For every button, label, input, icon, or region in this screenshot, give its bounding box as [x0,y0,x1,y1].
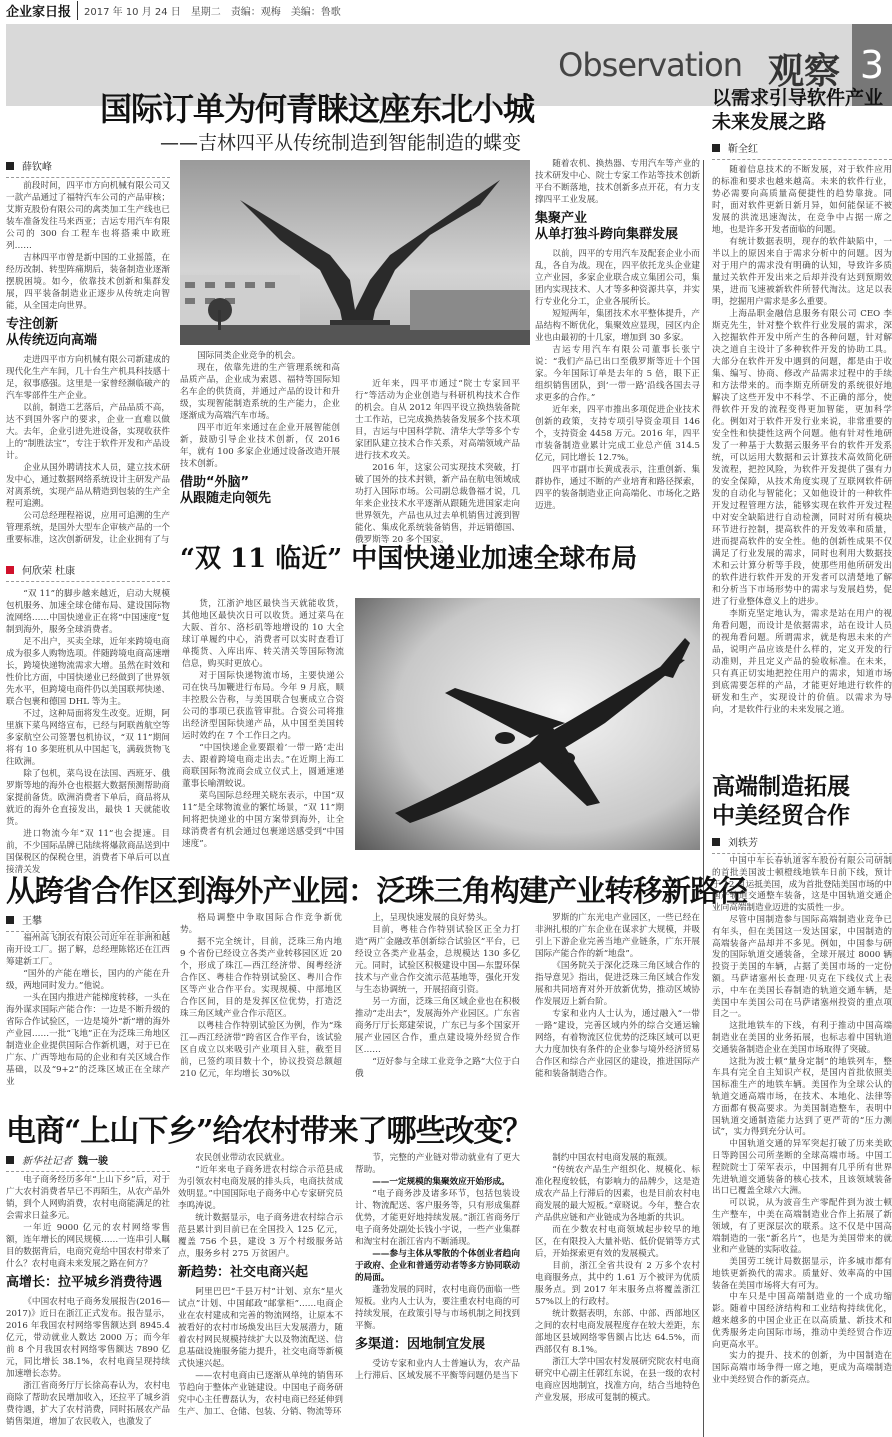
paragraph: 目前，粤桂合作特别试验区正全力打造“两广金融改革创新综合试验区”平台，已经设立各类产业基金，总规模达 130 多亿元。同时，试验区积极建设中国—东盟环保技术与产业合作交流示范基地等，强化开发与生态协调统一，开展招商引资。 [355,925,520,995]
paragraph: 以粤桂合作特别试验区为例，作为“珠江—西江经济带”跨省区合作平台，该试验区自成立以来吸引产业项目入驻，截至目前，已签约项目数十个，协议投资总额超 210 亿元，年均增长 30%以 [180,1021,342,1079]
article3-col1 [6,932,170,1088]
designer: 美编：鲁歌 [290,6,341,18]
subheading [535,211,700,243]
article4-col4 [535,1152,700,1404]
article2-byline [6,562,170,582]
paragraph: 进口物流今年“双 11”也会提速。目前，不少国际品牌已陆续将爆款商品送到中国保税区的保税仓里，消费者下单后可以直接清关发 [6,829,170,875]
paragraph: 随着农机、换热器、专用汽车等产业的技术研发中心、院士专家工作站等技术创新平台不断落地，技术创新多点开花，有力支撑四平工业发展。 [535,159,700,205]
bold-lead-paragraph: ——一定规模的集聚效应开始形成。 [372,1177,510,1187]
paragraph: 《国务院关于深化泛珠三角区域合作的指导意见》指出，促进泛珠三角区域合作发展和共同培育对外开放新优势，推动区域协作发展迈上新台阶。 [535,961,700,1007]
subheading-line: 从传统迈向高端 [6,333,98,348]
paragraph: 前段时间，四平市方向机械有限公司又一款产品通过了福特汽车公司的产品审核；艾斯克股份有限公司的禽类加工生产线也已装车准备发往马来西亚；吉运专用汽车有限公司的 300 台工程车也将搭乘中欧班列…… [6,181,170,251]
paragraph: 国际同类企业竞争的机会。 [197,351,301,361]
paragraph: 《中国农村电子商务发展报告(2016—2017)》近日在浙江正式发布。报告显示，2016 年我国农村网络零售额达到 8945.4 亿元，带动就业人数达 2000 万；而今年前 8 个月我国农村网络零售额达 7890 亿元，同比增长 38.1%，农村电商呈现持续加速增长态势。 [6,1297,170,1379]
paragraph: 除了包机，菜鸟设在法国、西班牙、俄罗斯等地的海外仓也根据大数据预测帮助商家提前备货。欧洲消费者下单后，商品将从就近的海外仓直接发出，最快 1 天就能收货。 [6,769,170,827]
side2-title-line1: 高端制造拓展 [712,773,850,800]
article2-title: “双 11 临近” 中国快递业加速全球布局 [180,544,638,574]
article4-title: 电商“上山下乡”给农村带来了哪些改变？ [6,1114,532,1149]
paragraph: 浙江省商务厅厅长徐高春认为，农村电商除了帮助农民增加收入，还拉平了城乡消费待遇，扩大了农村消费，同时拓展农产品销售渠道，增加了农民收入，也激发了 [6,1381,170,1427]
byline-marker-icon [712,838,720,846]
subheading-line: 新趋势：社交电商兴起 [178,1265,309,1280]
paragraph: 美国劳工统计局数据显示，许多城市都有地铁更新换代的需求。质量好、效率高的中国装备在美国市场将大有可为。 [712,1257,892,1291]
paragraph: 浙江大学中国农村发展研究院农村电商研究中心副主任郭红东说，在县一级的农村电商应因地制宜，找准方向，结合当地特色产业发展，形成可复制的模式。 [535,1357,700,1403]
byline-marker-icon [6,916,14,924]
subheading-line: 借助“外脑” [180,475,250,490]
paragraph: 吉运专用汽车有限公司董事长张宁说：“我们产品已出口至俄罗斯等近十个国家。今年国际订单是去年的 5 倍，眼下正组织销售团队，到‘一带一路’沿线各国去寻求更多的合作。” [535,345,700,403]
paragraph: 这批为波士顿“量身定制”的地铁列车，整车具有完全自主知识产权，是国内首批依照美国标准生产的地铁车辆。美国作为全球公认的轨道交通高端市场，在技术、本地化、法律等方面都有极高要求。为美国制造整车，表明中国轨道交通制造能力达到了更严苛的“压力测试”，实力得到充分认可。 [712,1056,892,1138]
bold-lead-paragraph: ——参与主体从零散的个体创业者趋向于政府、企业和普通劳动者等多方协同联动的局面。 [355,1249,520,1283]
paragraph: 现在，依靠先进的生产管理系统和高品质产品，企业成为索恩、福特等国际知名车企的供货商，并通过产品的设计和升级，实现智能制造系统的生产能力，企业逐渐成为高端汽车市场。 [180,363,340,421]
paragraph: 可以说，从为波音生产零配件到为波士顿生产整车，中美在高端制造业合作上拓展了新领域，有了更深层次的联系。这不仅是中国高端制造的一张“新名片”，也是为美国带来的就业和产业链的实际收益。 [712,1198,892,1256]
article1-col3 [355,378,520,546]
paragraph: 以前，制造工艺落后，产品品质不高，达不到国外客户的要求，企业一直难以做大。去年，企业引进先进设备，实现收获件上的“制胜法宝”，专注于软件开发和产品设计。 [6,403,170,461]
article4-col2 [178,1152,343,1418]
paragraph: 而在少数农村电商领域起步较早的地区，在有限投入大量补贴、低价促销等方式后，开始探索更有效的发展模式。 [535,1225,700,1259]
paragraph: 农民创业带动农民就业。 [195,1153,290,1163]
paragraph: 蓬勃发展的同时，农村电商仍面临一些短板。业内人士认为，要注重农村电商的可持续发展，在政策引导与市场机制之间找到平衡。 [355,1285,520,1331]
paragraph: “近年来电子商务进农村综合示范县成为引领农村电商发展的排头兵，电商扶贫成效明显。”中国国际电子商务中心专家研究员李鸣涛说。 [178,1165,343,1211]
article1-byline [6,158,170,178]
paragraph: 吉林四平市曾是新中国的工业摇篮，在经历改制、转型阵痛期后，装备制造业逐渐摆脱困境。如今，依靠技术创新和集群发展，四平装备制造业正逐步从传统走向智能，从全国走向世界。 [6,253,170,311]
paragraph: 福州高飞制衣有限公司近年在非洲和越南开设工厂。据了解，总经理陈铭还在江西筹建新工厂。 [6,933,170,967]
byline-marker-icon [6,566,14,574]
section-name-cn: 观察 [767,51,840,92]
paragraph: “中国快递企业要跟着‘一带一路’走出去、跟着跨境电商走出去。”在近期上海工商联国际物流商会成立仪式上，圆通速递董事长喻渭蛟说。 [182,743,344,789]
article3-col2 [180,912,342,1080]
article2-col1 [6,588,170,876]
paragraph: 中车只是中国高端制造业的一个成功缩影。随着中国经济结构和工业结构持续优化，越来越多的中国企业正在以高质量、新技术和优秀服务走向国际市场，推动中美经贸合作迈向更高水平。 [712,1292,892,1350]
paragraph: 格局调整中争取国际合作竞争新优势。 [180,913,342,935]
newspaper-logo: 企业家日报 [6,1,78,20]
paragraph: ——农村电商由已逐渐从单纯的销售环节趋向于整体产业链建设。中国电子商务研究中心主任曹磊认为，农村电商已经延伸到生产、加工、仓储、包装、分销、物流等环 [178,1371,343,1417]
paragraph: “电子商务涉及诸多环节，包括包装设计、物流配送、客户服务等，只有形成集群优势，才能更好地持续发展。”浙江省商务厅电子商务处副处长钱小宇说，一些产业集群和淘宝村在浙江省内不断涌现。 [355,1189,520,1247]
subheading-line: 高增长：拉平城乡消费待遇 [6,1275,163,1290]
paragraph: “国外的产能在增长，国内的产能在升级，两地同时发力。”他说。 [6,969,170,991]
paragraph: 走进四平市方向机械有限公司新建成的现代化生产车间，几十台生产机具科技感十足，叙事感强。这里是一家曾经濒临破产的汽车零部件生产企业。 [6,355,170,401]
subheading-line: 专注创新 [6,317,59,332]
paragraph: 受访专家和业内人士普遍认为，农产品上行滞后、区域发展不平衡等问题仍是当下 [355,1359,520,1381]
subheading [6,317,170,349]
paragraph: 专家和业内人士认为，通过融入“一带一路”建设，完善区域内外的综合交通运输网络，有着物流区位优势的泛珠区域可以更大力度加快有条件的企业参与境外经济贸易合作区和综合产业园区的建设，推进国际产能和装备制造合作。 [535,1009,700,1079]
article1-title: 国际订单为何青睐这座东北小城 [100,90,535,128]
paragraph: 公司总经理程裕说，应用可追溯的生产管理系统，是国外大型车企审核产品的一个重要标准，这次创新研发，让企业拥有了与 [6,511,170,545]
paragraph: 目前，浙江全省共设有 2 万多个农村电商服务点，其中约 1.61 万个被评为优质服务点。到 2017 年末服务点将覆盖浙江 57%以上的行政村。 [535,1261,700,1307]
side2-title-line2: 中美经贸合作 [712,802,850,829]
paragraph: 电子商务经历多年“上山下乡”后，对于广大农村消费者早已不再陌生，从农产品外销，到个人网购消费，农村电商能满足的社会需求日益多元。 [6,1175,170,1221]
article3-col4 [535,912,700,1080]
paragraph: 实力的提升、技术的创新，为中国制造在国际高端市场争得一席之地，更成为高端制造业中美经贸合作的新亮点。 [712,1351,892,1386]
paragraph: 尽管中国制造参与国际高端制造业竞争已有年头，但在美国这一发达国家，中国制造的高端装备产品却并不多见。例如，中国参与研发的国际轨道交通装备，全球开展过 8000 辆投资于美国的车辆，占据了美国市场的一定份额。马萨诸塞州长查理·贝克在下线仪式上表示，中车在美国长春制造的轨道交通车辆，是美国中车美国公司在马萨诸塞州投资的重点项目之一。 [712,914,892,1020]
paragraph: 2016 年，这家公司实现技术突破，打破了国外的技术封锁，新产品在航电领域成功打入国际市场。公司副总裁鲁福才说，几年来企业技术水平逐渐从跟随先进国家走向世界领先，产品也从过去单机销售过渡到智能化、集成化系统装备销售，并远销德国、俄罗斯等 20 多个国家。 [355,463,520,545]
paragraph: 菜鸟国际总经理关晓东表示，中国“双 11”是全球物流业的繁忙场景，“双 11”期间将把快递业的中国方案带到海外，让全球消费者有机会通过包裹递送感受到“中国速度”。 [182,791,344,849]
subheading-line: 集聚产业 [535,211,588,226]
author-name: 薛钦峰 [22,162,52,173]
side1-title-line1: 以需求引导软件产业 [712,87,884,109]
paragraph: 近年来，四平市通过“院士专家回平行”等活动为企业创造与科研机构技术合作的机会。自从 2012 年四平设立换热装备院士工作站，已完成换热装备发展多个技术项目，吉运与中国科学院、清华大学等多个专家团队建立技术合作关系，对高端领域产品进行技术攻关。 [355,379,520,461]
side1-title [712,86,883,134]
paragraph: 统计数据表明，东部、中部、西部地区之间的农村电商发展程度存在较大差距，东部地区县域网络零售额占比达 64.5%，而西部仅有 8.1%。 [535,1309,700,1355]
paragraph: 上，呈现快速发展的良好势头。 [372,913,493,923]
article1-subtitle: ——吉林四平从传统制造到智能制造的蝶变 [160,132,522,154]
subheading [180,475,340,507]
subheading [178,1265,343,1281]
paragraph: 一年近 9000 亿元的农村网络零售额，连年增长的网民规模……一连串引人瞩目的数据背后，电商究竟给中国农村带来了什么？农村电商未来发展之路在何方？ [6,1223,170,1269]
paragraph: 随着信息技术的不断发展，对于软件应用的标准和要求也越来越高。未来的软件行业，势必需要向高质量高便捷性的趋势靠拢。同时，面对软件更新日新月异，如何能保证不被发展的洪流迅速淘汰，在竞争中占据一席之地，也是许多开发者面临的问题。 [712,165,892,235]
subheading [6,1275,170,1291]
paragraph: “迈好参与全球工业竞争之路”大位于白俄 [355,1057,520,1079]
column-divider [703,160,704,1437]
article3-title: 从跨省合作区到海外产业园：泛珠三角构建产业转移新路径 [6,873,748,908]
issue-date: 2017 年 10 月 24 日 [84,6,181,18]
article1-col4 [535,158,700,512]
editor: 责编：观梅 [230,6,281,18]
side1-byline [712,140,892,160]
article1-col2 [180,350,340,512]
paragraph: 足不出户，买卖全球，近年来跨境电商成为很多人购物选项。伴随跨境电商高速增长，跨境快递物流需求大增。虽然在时效和性价比方面，中国快递业已经做到了世界领先水平，但跨境电商件仍以美国联邦快递、联合包裹和德国 DHL 等为主。 [6,637,170,707]
paragraph: 以前，四平的专用汽车及配套企业小而乱，各自为战。现在，四平依托龙头企业建立产业园，多家企业联合成立集团公司，集团内实现技术、人才等多种资源共享，并实行专业化分工，企业各展所长。 [535,249,700,307]
paragraph: “传统农产品生产组织化、规模化、标准化程度较低，有影响力的品牌少，这是造成农产品上行滞后的因素，也是目前农村电商发展的最大短板。”章晓说。今年，整合农产品供应链和产业链成为各地新的共识。 [535,1165,700,1223]
article2-col2 [182,598,344,850]
article4-col3 [355,1152,520,1382]
paragraph: 四平市副市长黄成表示，注重创新、集群协作，通过不断的产业培育和路径探索，四平的装备制造业正向高端化、市场化之路迈进。 [535,465,700,511]
byline-marker-icon [6,1156,14,1164]
article1-col1 [6,180,170,546]
byline-marker-icon [6,162,14,170]
paragraph: 企业从国外聘请技术人员，建立技术研发中心，通过数据网络系统设计主研发产品对离系统，实现产品从精造到包装的生产全程可追溯。 [6,463,170,509]
paragraph: 中国中车长春轨道客车股份有限公司研制的首批美国波士顿橙线地铁车日前下线，预计于 12 月运抵美国，成为首批登陆美国市场的中国产轨道交通整车装备，这是中国轨道交通企业向高端制造业迈进的实质性一步。 [712,856,892,914]
side1-body [712,164,892,716]
page-number: 3 [852,24,892,106]
paragraph: 据不完全统计，目前，泛珠三角内地 9 个省份已经设立各类产业转移园区近 20 个，形成了珠江—西江经济带、闽粤经济合作区、粤桂合作特别试验区、粤川合作区等产业合作平台。实现规模、中部地区合作区间，目的是发挥区位优势，打造泛珠三角区域产业合作示范区。 [180,937,342,1019]
paragraph: 短短两年，集团技术水平整体提升，产品结构不断优化，集聚效应显现，园区内企业也由最初的十几家，增加到 30 多家。 [535,309,700,343]
paragraph: 近年来，四平市推出多项促进企业技术创新的政策，支持专项引导资金项目 146 个，支持资金 4458 万元。2016 年，四平市装备制造业累计完成工业总产值 314.5 亿元，同比增长 12.7%。 [535,405,700,463]
author-name: 刘轶芳 [728,838,758,849]
byline-marker-icon [712,144,720,152]
author-role: 新华社记者 [22,1156,72,1167]
paragraph: 有统计数据表明，现存的软件缺陷中，一半以上的原因来自于需求分析中的问题。因为对于用户的需求没有明确的认知，导致许多质量过关软件开发出来之后却并没有达到预期效果，进而飞速被新软件所替代淘汰。这足以表明，挖掘用户需求是多么重要。 [712,237,892,307]
paragraph: 统计数据显示，电子商务进农村综合示范县累计到目前已在全国投入 125 亿元，覆盖 756 个县，建设 3 万个村级服务站点，服务乡村 275 万贫困户。 [178,1213,343,1259]
paragraph: 一头在国内推进产能梯度转移，一头在海外谋求国际产能合作：一边是不断升级的省际合作试验区，一边是境外“新”增的海外产业园……一批“飞地”正在为泛珠三角地区制造业企业提供国际合作新机遇，对于已在广东、广西等地布局的企业和有关区域合作基础，以及“9+2”的泛珠区域正在全球产业 [6,993,170,1087]
subheading [355,1337,520,1353]
article3-col3 [355,912,520,1080]
paragraph: 中国轨道交通的异军突起打破了历来美欧日等跨国公司所垄断的全球高端市场。中国工程院院士丁荣军表示，中国拥有几乎所有世界先进轨道交通装备的核心技术，且该领域装备出口已覆盖全球六大洲。 [712,1139,892,1197]
author-name: 何欣荣 杜康 [22,566,76,577]
paragraph: 上海品职金融信息服务有限公司 CEO 李斯克先生，针对整个软件行业发展的需求，深入挖掘软件开发中所产生的各种问题，针对解决之道自主设计了多种软件开发的协助工具。大部分在软件开发中遇到的问题，都是由于收集、编写、协商、修改产品需求过程中的手续和方法带来的。而李斯克所研发的系统很好地解决了这些开发中不科学、不正确的部分，使得软件开发的流程变得更加智能，更加科学化。例如对于软件开发行业来说，非常重要的安全性和快捷性这两个问题。他有针对性地研发了一种基于大数据云服务平台的软件开发系统，可以运用大数据和云计算技术高效简化研发流程，把控风险，为软件开发提供了强有力的安全保障，从技术角度实现了互联网软件研发的自动化与智能化；又如他设计的一种软件开发过程管理方法，能够实现在软件开发过程中对安全缺陷进行自动检测，同时对所有模块环节进行控制，提高软件的开发效率和质量，进而提高软件的安全性。他的创新性成果不仅满足了行业发展的需求，同时也利用大数据技术和云计算分析等手段，使那些用他所研发出的软件进行软件开发的开发者可以清楚地了解和分析当下市场形势中的需求与发展趋势，促进了行业整体意义上的进步。 [712,309,892,607]
article4-col1 [6,1174,170,1428]
author-name: 王攀 [22,916,42,927]
masthead [6,2,351,18]
subheading-line: 从跟随走向领先 [180,491,272,506]
subheading-line: 从单打独斗跨向集群发展 [535,227,679,242]
side2-body [712,856,892,1387]
paragraph: 货，江浙沪地区最快当天就能收货，其他地区最快次日可以收货。通过菜鸟在大阪、首尔、洛杉矶等地增设的 10 大全球订单履约中心，消费者可以实时查看订单揽货、入库出库、转关清关等国际物流信息，购买时更放心。 [182,599,344,669]
paragraph: 阿里巴巴“千县万村”计划、京东“星火试点”计划、中国邮政“邮掌柜”……电商企业在农村建成和完善的物流网络，让原本不被看好的农村市场焕发出巨大发展潜力，随着农村网民规模持续扩大以及物流配送、信息基础设施服务能力提升，社交电商等新模式快速兴起。 [178,1287,343,1369]
paragraph: 不过，这种局面将发生改变。近期，阿里旗下菜鸟网络宣布，已经与阿联酋航空等多家航空公司签署包机协议，“双 11”期间将有 10 多架班机从中国起飞，满载货物飞往欧洲。 [6,709,170,767]
author-name: 靳全红 [728,144,758,155]
issue-weekday: 星期二 [190,6,221,18]
article4-byline [6,1152,170,1172]
paragraph: 另一方面，泛珠三角区域企业也在积极推动“走出去”，发展海外产业园区。广东省商务厅厅长郑建荣说，广东已与多个国家开展产业园区合作，重点建设境外经贸合作区…… [355,997,520,1055]
section-name-en: Observation [558,46,742,84]
side1-title-line2: 未来发展之路 [712,111,827,133]
sculpture-photo [180,160,530,345]
paragraph: 四平市近年来通过在企业开展智能创新，鼓励引导企业技术创新，仅 2016 年，就有 100 多家企业通过设备改造开展技术创新。 [180,423,340,469]
paragraph: 节，完整的产业链对带动就业有了更大帮助。 [355,1153,520,1175]
side2-byline [712,834,892,854]
paragraph: 对于国际快递物流市场，主要快递公司在快马加鞭进行布局。今年 9 月底，顺丰控股公告称，与美国联合包裹成立合资公司的事项已获监管审批。合资公司将推出经济型国际快递产品，从中国至美国转运时效约在 7 个工作日之内。 [182,671,344,741]
side2-title [712,772,850,830]
paragraph: “双 11”的脚步越来越近，启动大规模包机服务、加速全球仓储布局、建设国际物流网络……中国快递业正在将“中国速度”复制到海外，服务全球消费者。 [6,589,170,635]
article3-byline [6,912,170,932]
author-name: 魏一骏 [78,1156,108,1167]
paragraph: 制约中国农村电商发展的瓶颈。 [552,1153,673,1163]
subheading-line: 多渠道：因地制宜发展 [355,1337,486,1352]
paragraph: 罗斯的广东光电产业园区，一些已经在非洲扎根的广东企业在谋求扩大规模，并吸引上下游企业完善当地产业链条，广东开展国际产能合作的新“地盘”。 [535,913,700,959]
paragraph: 李斯克坚定地认为，需求是站在用户的视角看问题，而设计是依据需求，站在设计人员的视角看问题。所谓需求，就是构思未来的产品，说明产品应该是什么样的，定义开发的行动准则，并且定义产品的验收标准。在未来，只有真正切实地把控住用户的需求，知道市场到底需要怎样的产品，才能更好地进行软件的研发和生产，实现设计的价值。以需求为导向，才是软件行业的未来发展之道。 [712,609,892,715]
airplane-photo [355,598,700,850]
paragraph: 这批地铁车的下线，有利于推动中国高端制造业在美国的业务拓展，也标志着中国轨道交通装备制造企业在美国市场取得了突破。 [712,1021,892,1055]
